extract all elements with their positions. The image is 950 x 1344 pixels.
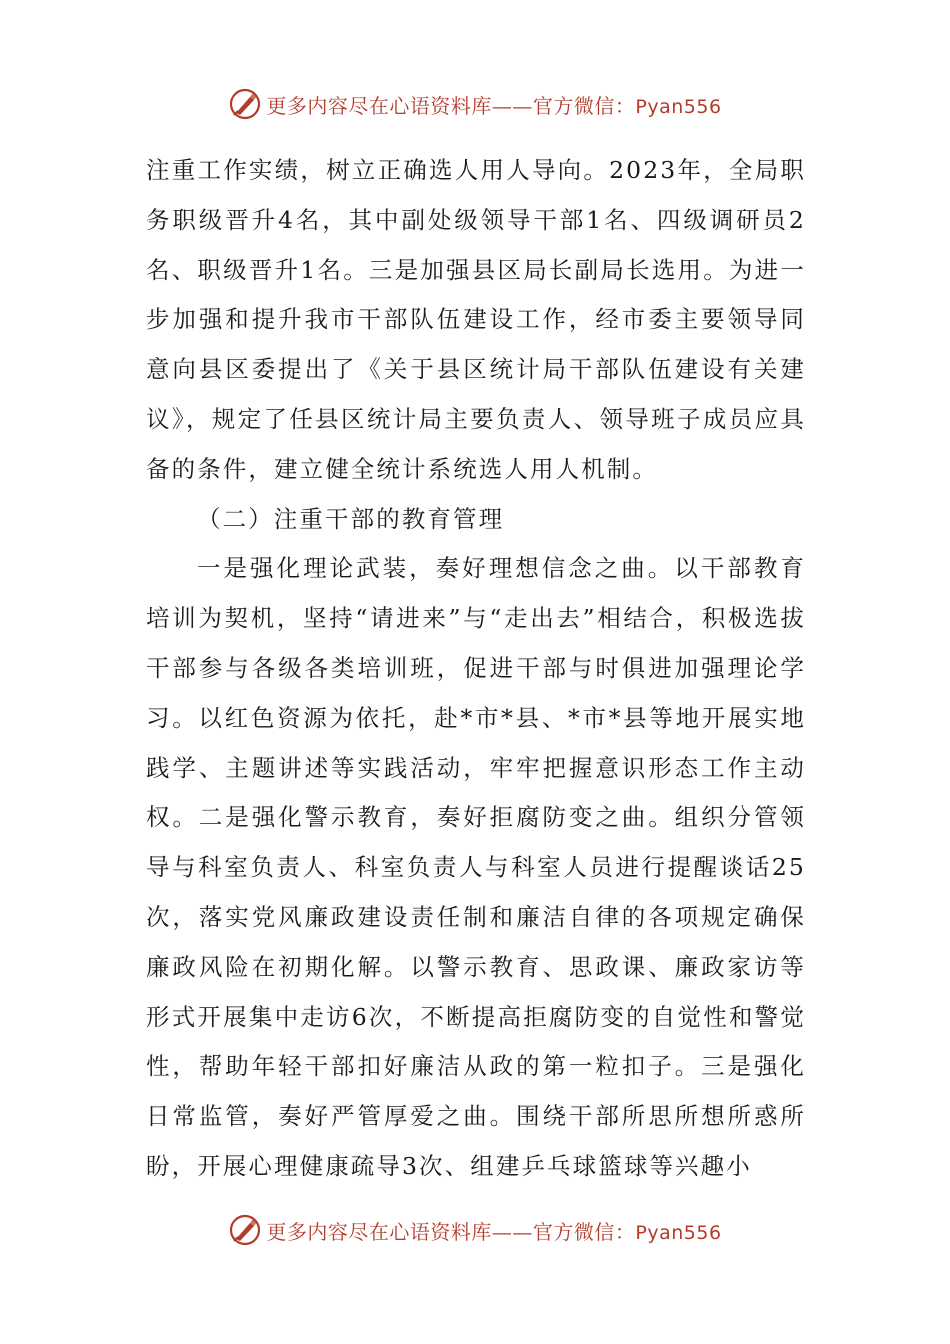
- footer-banner: [0, 1212, 950, 1248]
- paragraph-education: 一是强化理论武装，奏好理想信念之曲。以干部教育培训为契机，坚持“请进来”与“走出去”相结合，积极选拔干部参与各级各类培训班，促进干部与时俱进加强理论学习。以红色资源为依托，赴*市*县、*市*县等地开展实地践学、主题讲述等实践活动，牢牢把握意识形态工作主动权。二是强化警示教育，奏好拒腐防变之曲。组织分管领导与科室负责人、科室负责人与科室人员进行提醒谈话25次，落实党风廉政建设责任制和廉洁自律的各项规定确保廉政风险在初期化解。以警示教育、思政课、廉政家访等形式开展集中走访6次，不断提高拒腐防变的自觉性和警觉性，帮助年轻干部扣好廉洁从政的第一粒扣子。三是强化日常监管，奏好严管厚爱之曲。围绕干部所思所想所惑所盼，开展心理健康疏导3次、组建乒乓球篮球等兴趣小: [146, 554, 806, 1180]
- paragraph-continued: 注重工作实绩，树立正确选人用人导向。2023年，全局职务职级晋升4名，其中副处级领导干部1名、四级调研员2名、职级晋升1名。三是加强县区局长副局长选用。为进一步加强和提升我市干部队伍建设工作，经市委主要领导同意向县区委提出了《关于县区统计局干部队伍建设有关建议》，规定了任县区统计局主要负责人、领导班子成员应具备的条件，建立健全统计系统选人用人机制。: [146, 156, 806, 483]
- footer-banner-title: 更多内容尽在心语资料库: [266, 1219, 492, 1244]
- section-heading: （二）注重干部的教育管理: [197, 504, 505, 533]
- header-banner-wechat: Pyan556: [635, 95, 722, 118]
- header-banner-separator: ——: [491, 93, 533, 118]
- header-banner-title: 更多内容尽在心语资料库: [266, 93, 492, 118]
- header-banner: [0, 86, 950, 122]
- footer-banner-text: [266, 1216, 721, 1245]
- pen-circle-logo-icon: [228, 1213, 262, 1247]
- header-banner-label: 官方微信：: [532, 93, 636, 118]
- footer-banner-separator: ——: [491, 1219, 533, 1244]
- footer-banner-wechat: Pyan556: [635, 1221, 722, 1244]
- document-body: [146, 146, 806, 1192]
- footer-banner-label: 官方微信：: [532, 1219, 636, 1244]
- pen-circle-logo-icon: [228, 87, 262, 121]
- header-banner-text: [266, 90, 721, 119]
